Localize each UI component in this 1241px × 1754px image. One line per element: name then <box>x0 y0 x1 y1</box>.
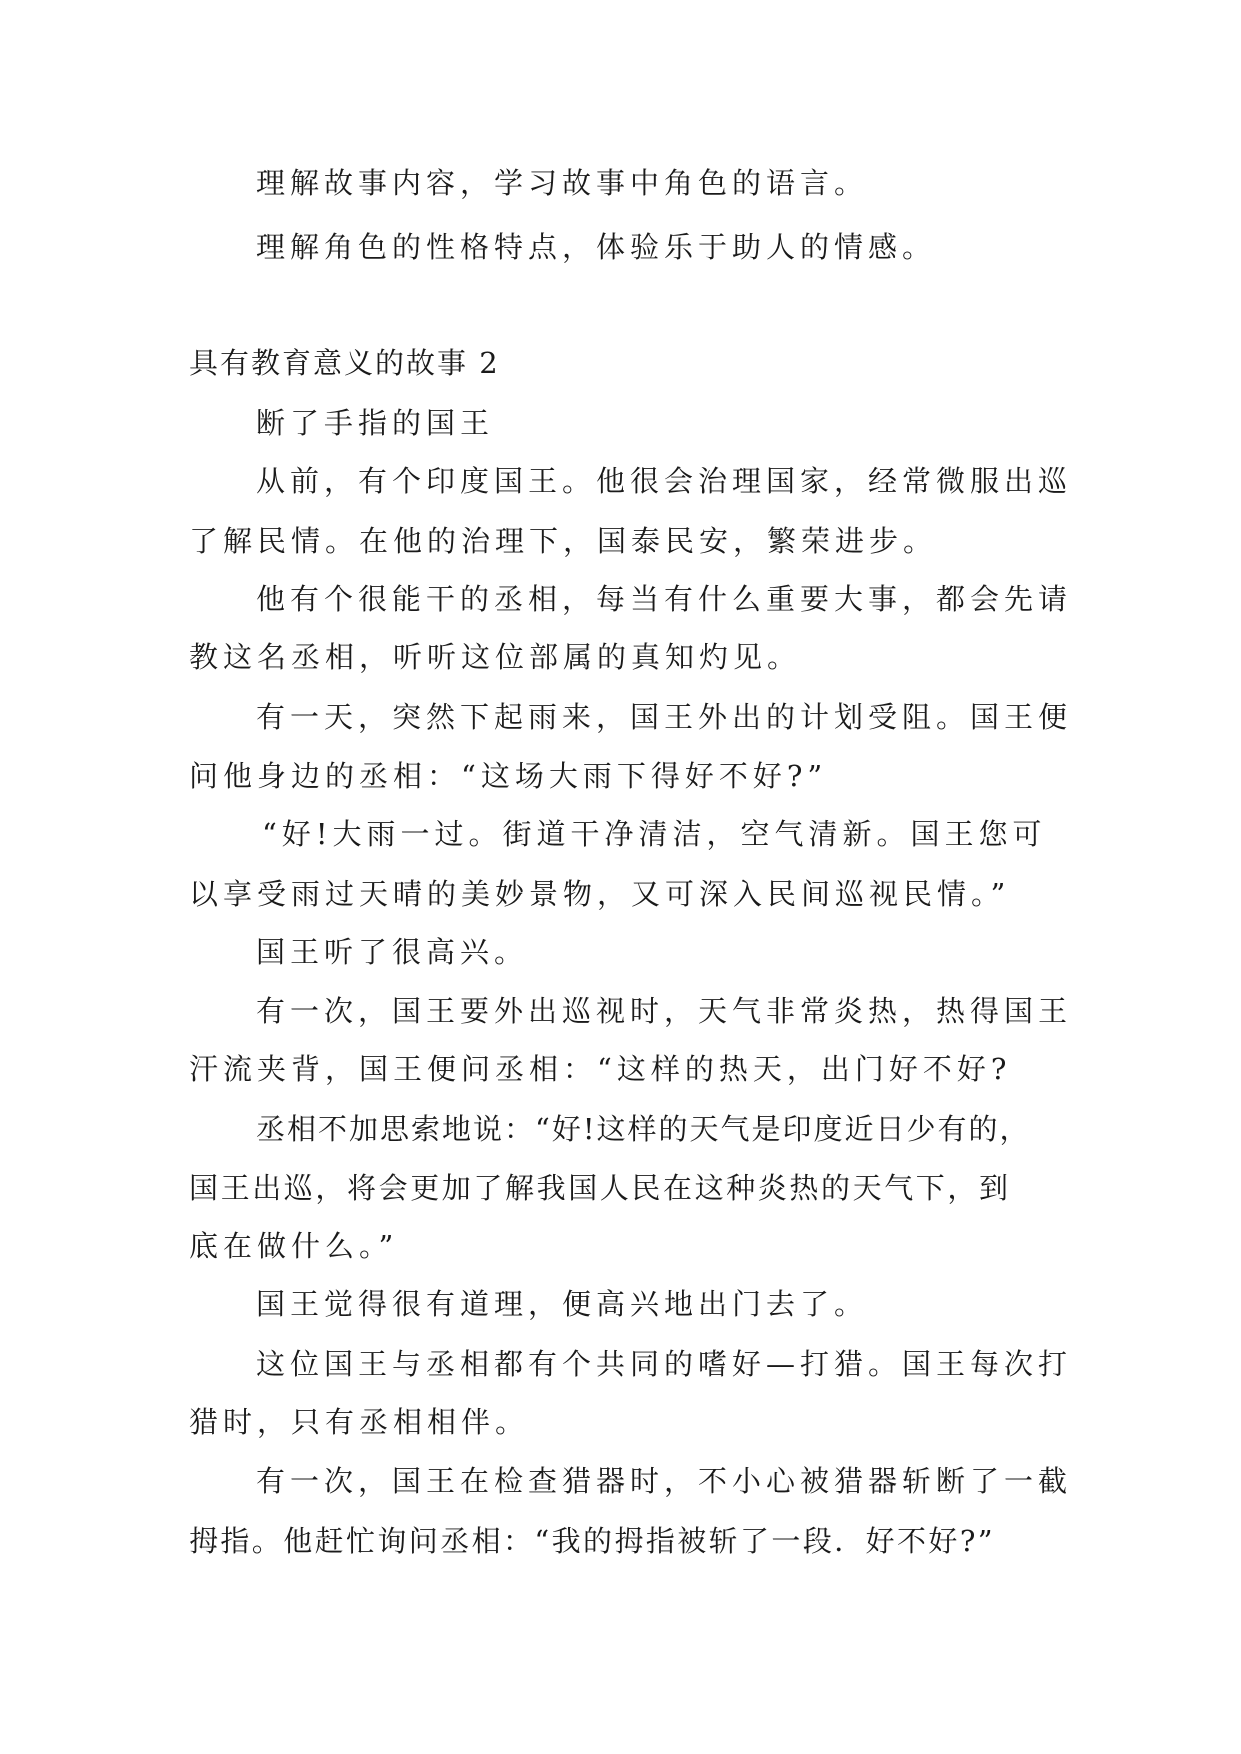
paragraph-line: 了解民情。在他的治理下，国泰民安，繁荣进步。 <box>189 524 938 558</box>
paragraph-line: 国王听了很高兴。 <box>256 935 529 969</box>
paragraph-line: 丞相不加思索地说：“好!这样的天气是印度近日少有的， <box>256 1112 1031 1146</box>
paragraph-line: 有一次，国王在检查猎器时，不小心被猎器斩断了一截 <box>256 1464 1073 1498</box>
paragraph-line: 国王觉得很有道理，便高兴地出门去了。 <box>256 1287 869 1321</box>
paragraph-line: 这位国王与丞相都有个共同的嗜好—打猎。国王每次打 <box>256 1347 1073 1381</box>
paragraph-line: 以享受雨过天晴的美妙景物，又可深入民间巡视民情。” <box>189 877 1011 911</box>
intro-line-1: 理解故事内容，学习故事中角色的语言。 <box>256 166 869 200</box>
paragraph-line: 有一天，突然下起雨来，国王外出的计划受阻。国王便 <box>256 700 1073 734</box>
story-title: 断了手指的国王 <box>256 406 495 440</box>
paragraph-line: “好!大雨一过。街道干净清洁，空气清新。国王您可 <box>262 817 1047 851</box>
paragraph-line: 国王出巡，将会更加了解我国人民在这种炎热的天气下，到 <box>189 1171 1011 1205</box>
section-heading: 具有教育意义的故事 2 <box>189 346 500 380</box>
paragraph-line: 问他身边的丞相：“这场大雨下得好不好?” <box>189 759 828 793</box>
paragraph-line: 汗流夹背，国王便问丞相：“这样的热天，出门好不好? <box>189 1052 1012 1086</box>
paragraph-line: 拇指。他赶忙询问丞相：“我的拇指被斩了一段．好不好?” <box>189 1524 996 1558</box>
paragraph-line: 有一次，国王要外出巡视时，天气非常炎热，热得国王 <box>256 994 1073 1028</box>
intro-line-2: 理解角色的性格特点，体验乐于助人的情感。 <box>256 230 937 264</box>
paragraph-line: 猎时，只有丞相相伴。 <box>189 1405 530 1439</box>
paragraph-line: 底在做什么。” <box>189 1229 399 1263</box>
paragraph-line: 教这名丞相，听听这位部属的真知灼见。 <box>189 640 802 674</box>
paragraph-line: 从前，有个印度国王。他很会治理国家，经常微服出巡 <box>256 464 1073 498</box>
paragraph-line: 他有个很能干的丞相，每当有什么重要大事，都会先请 <box>256 582 1073 616</box>
